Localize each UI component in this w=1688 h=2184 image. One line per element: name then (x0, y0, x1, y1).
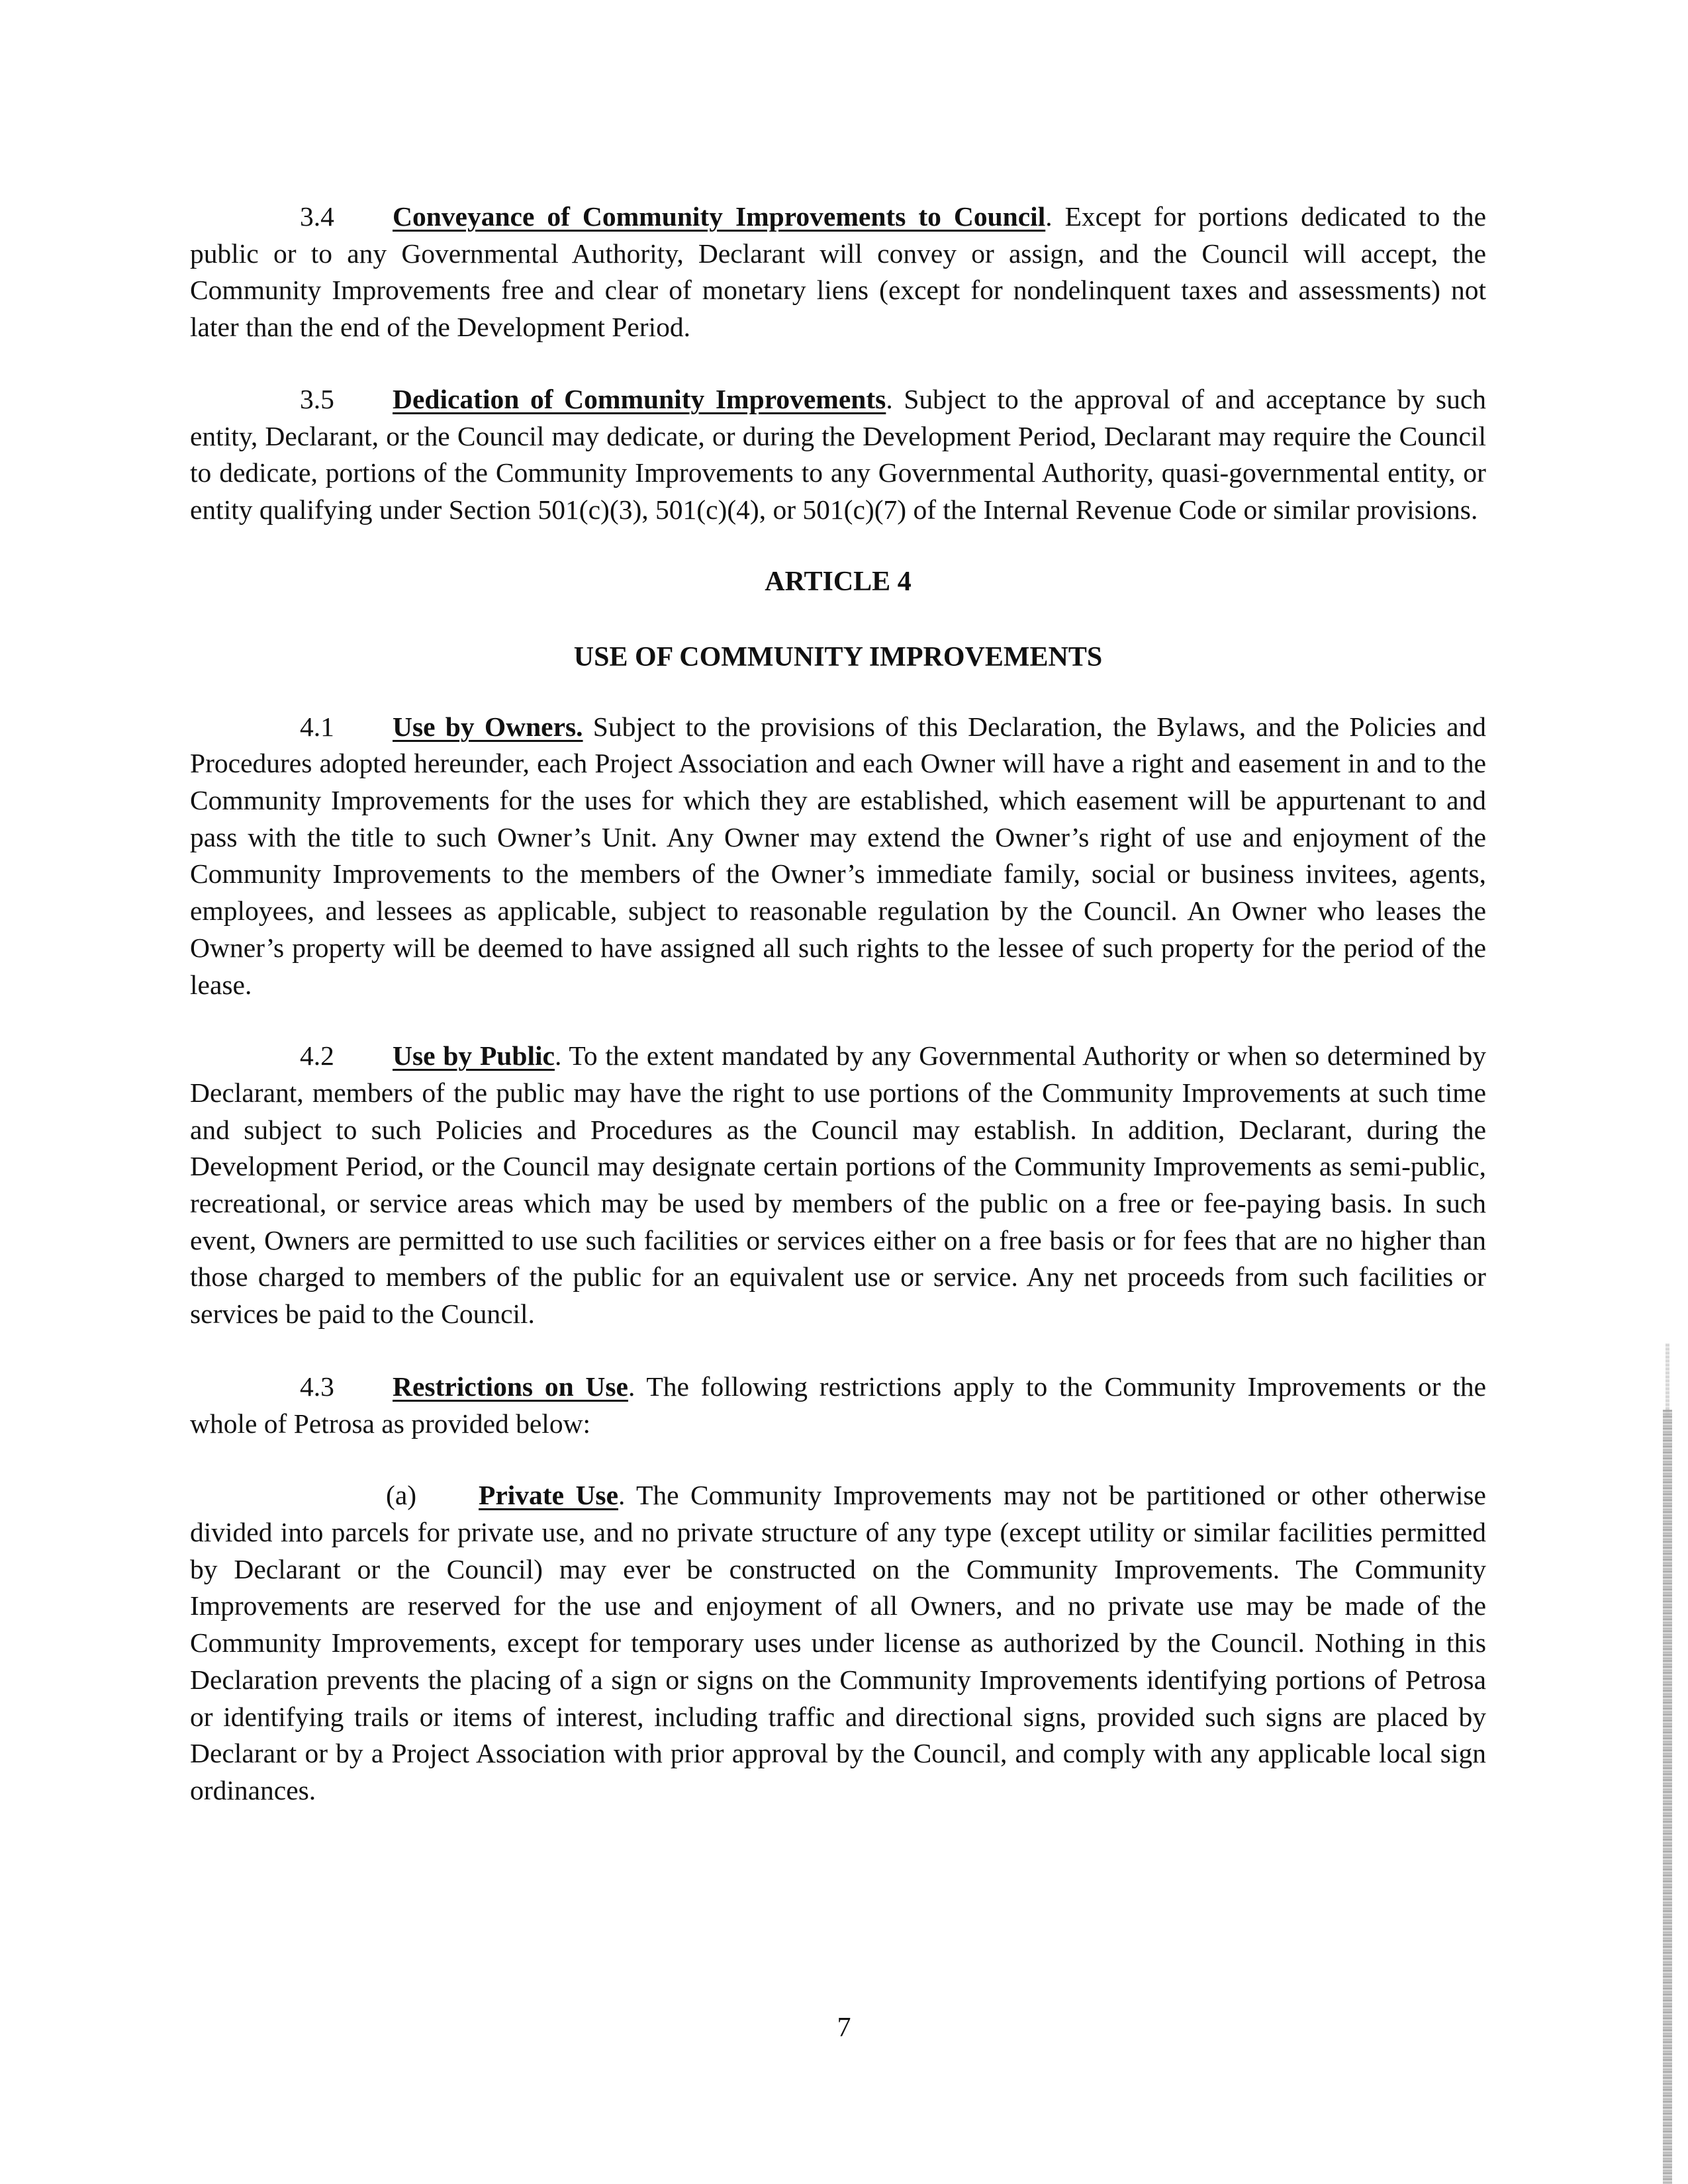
section-heading: Use by Public (393, 1040, 555, 1071)
section-number: 4.3 (300, 1371, 334, 1402)
heading-punctuation: . (886, 383, 893, 414)
section-3-5 (190, 381, 1486, 529)
section-heading: Conveyance of Community Improvements to Council (393, 201, 1046, 232)
scan-edge-artifact (1665, 1343, 1669, 1416)
section-body: Except for portions dedicated to the public or to any Governmental Authority, Declarant will convey or assign, and the Council will accept, the Community Improvements free and clear of monetary liens (except for nondelinquent taxes and assessments) not later than the end of the Development Period. (190, 201, 1486, 343)
page-number: 7 (837, 2013, 851, 2043)
subsection-number: (a) (386, 1480, 417, 1511)
subsection-4-3-a (190, 1477, 1486, 1809)
subsection-heading: Private Use (479, 1480, 618, 1511)
section-number: 3.4 (300, 201, 334, 232)
section-number: 4.1 (300, 711, 334, 742)
section-4-2 (190, 1038, 1486, 1333)
section-heading: Restrictions on Use (393, 1371, 628, 1402)
section-4-3 (190, 1369, 1486, 1442)
scan-edge-artifact (1663, 1410, 1672, 2184)
section-heading: Dedication of Community Improvements (393, 383, 886, 414)
section-number: 3.5 (300, 383, 334, 414)
subsection-body: The Community Improvements may not be partitioned or other otherwise divided into parcels for private use, and no private structure of any type (except utility or similar facilities permitted by Declarant or the Council) may ever be constructed on the Community Improvements. The Community Improvements are reserved for the use and enjoyment of all Owners, and no private use may be made of the Community Improvements, except for temporary uses under license as authorized by the Council. Nothing in this Declaration prevents the placing of a sign or signs on the Community Improvements identifying portions of Petrosa or identifying trails or items of interest, including traffic and directional signs, provided such signs are placed by Declarant or by a Project Association with prior approval by the Council, and comply with any applicable local sign ordinances. (190, 1480, 1486, 1805)
heading-punctuation: . (1045, 201, 1053, 232)
section-body: The following restrictions apply to the Community Improvements or the whole of Petrosa as provided below: (190, 1371, 1486, 1439)
section-heading: Use by Owners. (393, 711, 583, 742)
article-title: USE OF COMMUNITY IMPROVEMENTS (573, 641, 1103, 672)
section-body: Subject to the approval of and acceptance by such entity, Declarant, or the Council may dedicate, or during the Development Period, Declarant may require the Council to dedicate, portions of the Community Improvements to any Governmental Authority, quasi-governmental entity, or entity qualifying under Section 501(c)(3), 501(c)(4), or 501(c)(7) of the Internal Revenue Code or similar provisions. (190, 383, 1486, 525)
section-body: To the extent mandated by any Governmental Authority or when so determined by Declarant, members of the public may have the right to use portions of the Community Improvements at such time and subject to such Policies and Procedures as the Council may establish. In addition, Declarant, during the Development Period, or the Council may designate certain portions of the Community Improvements as semi-public, recreational, or service areas which may be used by members of the public on a free or fee-paying basis. In such event, Owners are permitted to use such facilities or services either on a free basis or for fees that are no higher than those charged to members of the public for an equivalent use or service. Any net proceeds from such facilities or services be paid to the Council. (190, 1040, 1486, 1330)
section-body: Subject to the provisions of this Declaration, the Bylaws, and the Policies and Procedures adopted hereunder, each Project Association and each Owner will have a right and easement in and to the Community Improvements for the uses for which they are established, which easement will be appurtenant to and pass with the title to such Owner’s Unit. Any Owner may extend the Owner’s right of use and enjoyment of the Community Improvements to the members of the Owner’s immediate family, social or business invitees, agents, employees, and lessees as applicable, subject to reasonable regulation by the Council. An Owner who leases the Owner’s property will be deemed to have assigned all such rights to the lessee of such property for the period of the lease. (190, 711, 1486, 1000)
document-page (190, 199, 1486, 1809)
article-number: ARTICLE 4 (765, 566, 912, 597)
heading-punctuation: . (628, 1371, 635, 1402)
section-number: 4.2 (300, 1040, 334, 1071)
heading-punctuation: . (554, 1040, 562, 1071)
heading-punctuation: . (618, 1480, 626, 1511)
section-4-1 (190, 709, 1486, 1004)
section-3-4 (190, 199, 1486, 346)
